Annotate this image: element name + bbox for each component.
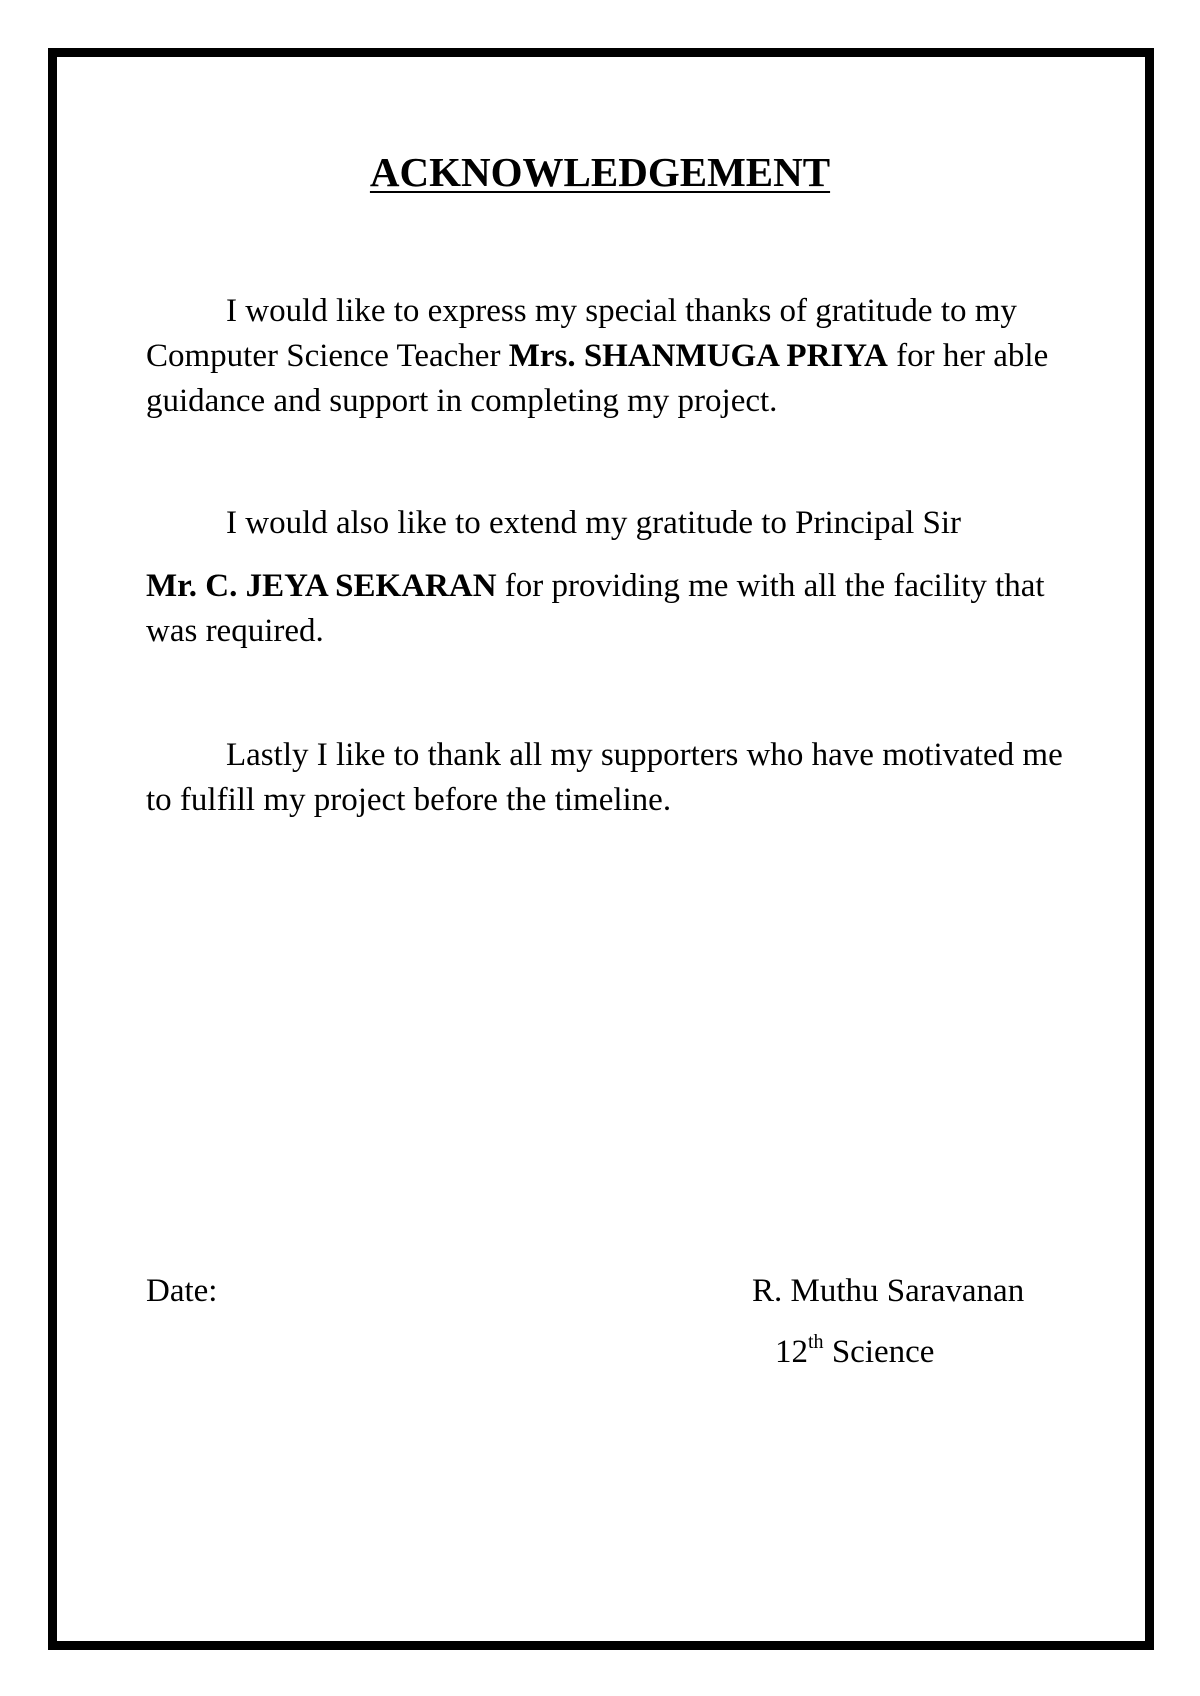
teacher-name: Mrs. SHANMUGA PRIYA — [508, 338, 888, 374]
principal-name: Mr. C. JEYA SEKARAN — [146, 568, 497, 604]
class-suffix: th — [808, 1331, 824, 1353]
class-number: 12 — [775, 1334, 808, 1370]
paragraph-principal-thanks-line — [146, 501, 1066, 546]
paragraph-text: for providing me with all the facility that was required. — [146, 568, 1045, 649]
paragraph-text: I would like to express my special thanks of gratitude to my Computer Science Teacher — [146, 293, 1017, 374]
paragraph-text: Lastly I like to thank all my supporters who have motivated me to fulfill my project before the timeline. — [146, 737, 1063, 818]
paragraph-text: for her able guidance and support in completing my project. — [146, 338, 1049, 419]
student-class — [775, 1330, 934, 1375]
page-title — [0, 148, 1200, 196]
student-name: R. Muthu Saravanan — [752, 1273, 1025, 1309]
paragraph-teacher-thanks — [146, 289, 1066, 424]
date-label: Date: — [146, 1273, 218, 1309]
paragraph-principal-thanks — [146, 564, 1066, 654]
class-stream: Science — [823, 1334, 935, 1370]
title-text: ACKNOWLEDGEMENT — [369, 149, 831, 195]
paragraph-text: I would also like to extend my gratitude to Principal Sir — [226, 505, 962, 541]
paragraph-supporters-thanks — [146, 733, 1066, 823]
